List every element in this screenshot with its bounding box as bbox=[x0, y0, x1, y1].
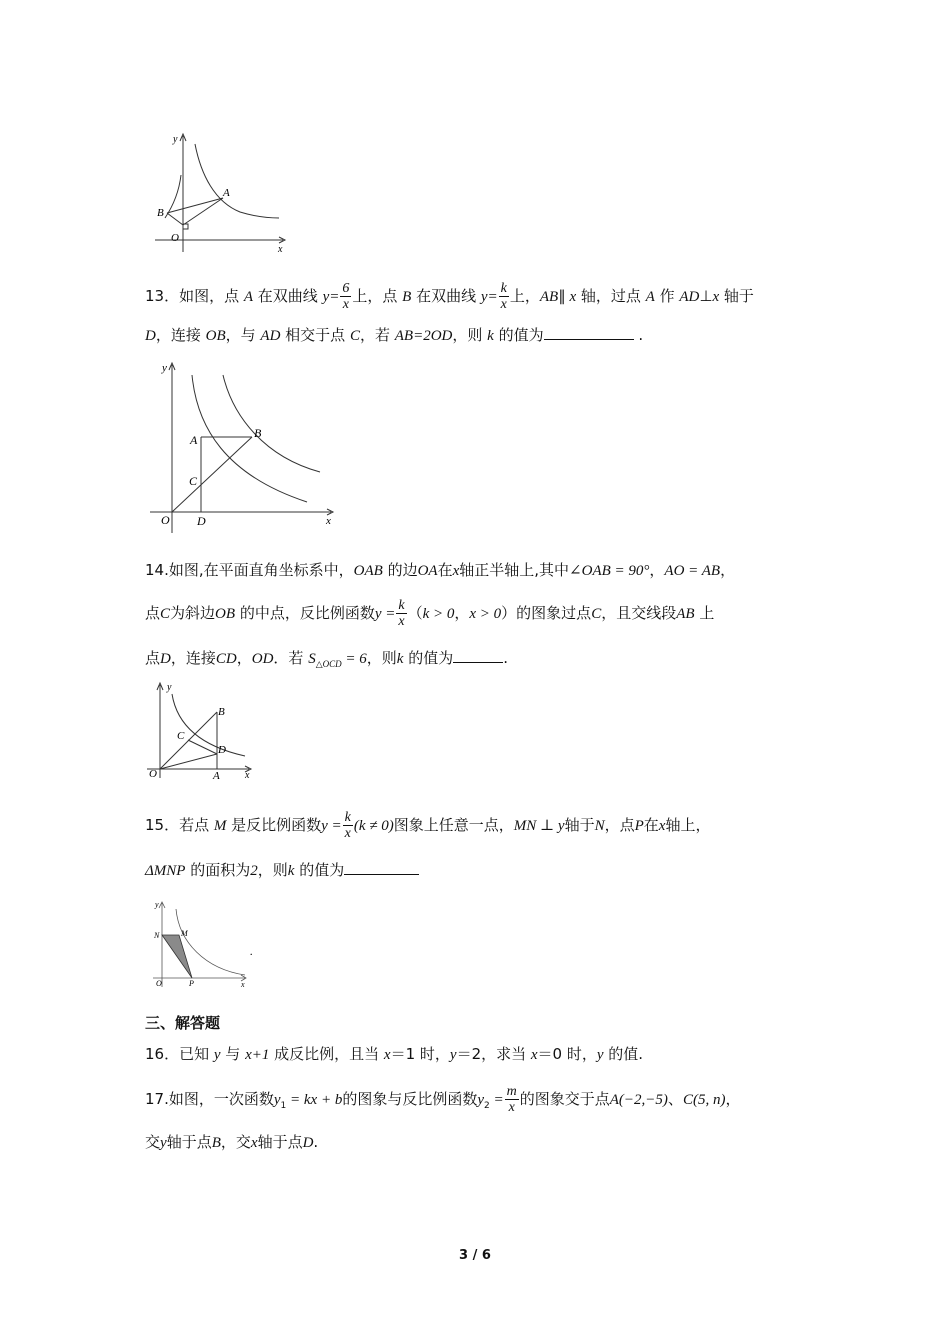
label-O: O bbox=[156, 979, 162, 988]
label-B: B bbox=[157, 207, 164, 219]
section-heading: 三、解答题 bbox=[145, 1014, 221, 1032]
figure-q14 bbox=[145, 680, 260, 780]
q14-line2: 点C为斜边OB 的中点，反比例函数y = $\frac{k}{x}$ （k > 0，x > 0）的图象过点C，且交线段AB 上 bbox=[145, 598, 715, 629]
label-B: B bbox=[218, 706, 225, 718]
figure-q12 bbox=[145, 130, 295, 255]
q17-line2: 交y轴于点B，交x轴于点D. bbox=[145, 1133, 319, 1151]
label-N: N bbox=[154, 931, 160, 940]
fraction-k-over-x: $\frac{k}{x}$ bbox=[398, 598, 405, 629]
label-y: y bbox=[162, 362, 167, 374]
label-x: x bbox=[278, 244, 283, 255]
q14-line3: 点D，连接CD，OD．若 $S_{\triangle OCD} = 6$，则k 的值为 . bbox=[145, 649, 508, 669]
label-B: B bbox=[254, 426, 262, 440]
figure-q15 bbox=[145, 897, 270, 989]
label-C: C bbox=[177, 730, 185, 742]
trailing-dot: . bbox=[250, 944, 253, 958]
label-C: C bbox=[189, 474, 198, 488]
answer-blank[interactable] bbox=[344, 860, 419, 875]
fraction-k-over-x: $\frac{k}{x}$ bbox=[344, 810, 351, 841]
answer-blank[interactable] bbox=[544, 325, 634, 340]
q13-line2: D，连接 OB，与 AD 相交于点 C，若 AB=2OD，则 k 的值为 . bbox=[145, 326, 644, 344]
q17-line1: 17.如图，一次函数$y_1$ = kx + b的图象与反比例函数$y_2$ = $\frac{m}{x}$ 的图象交于点A(−2,−5)、C(5, n)， bbox=[145, 1084, 741, 1115]
answer-blank[interactable] bbox=[453, 648, 503, 663]
label-x: x bbox=[245, 770, 250, 780]
page-number: 3 / 6 bbox=[459, 1248, 491, 1263]
label-y: y bbox=[173, 134, 178, 145]
label-A: A bbox=[213, 770, 220, 780]
label-O: O bbox=[161, 513, 170, 527]
label-O: O bbox=[149, 768, 157, 780]
q16-line: 16．已知 y 与 x+1 成反比例，且当 x＝1 时，y＝2，求当 x＝0 时，y 的值. bbox=[145, 1045, 644, 1063]
label-D: D bbox=[197, 514, 206, 528]
q13-line1: 13．如图，点 A 在双曲线 y= $\frac{6}{x}$ 上，点 B 在双曲线 y= $\frac{k}{x}$ 上，AB∥ x 轴，过点 A 作 AD⊥x 轴于 bbox=[145, 281, 754, 312]
label-D: D bbox=[218, 744, 226, 756]
label-A: A bbox=[223, 187, 230, 199]
label-x: x bbox=[241, 980, 245, 989]
fraction-m-over-x: $\frac{m}{x}$ bbox=[506, 1084, 517, 1115]
label-y: y bbox=[155, 900, 159, 909]
label-P: P bbox=[189, 979, 194, 988]
label-x: x bbox=[326, 515, 331, 527]
q15-line1: 15．若点 M 是反比例函数y = $\frac{k}{x}$ (k ≠ 0)图象上任意一点，MN ⊥ y轴于N，点P在x轴上， bbox=[145, 810, 711, 841]
q15-line2: ΔMNP 的面积为2，则k 的值为 bbox=[145, 860, 419, 881]
label-y: y bbox=[167, 682, 172, 693]
figure-q13 bbox=[145, 357, 345, 537]
label-M: M bbox=[181, 929, 188, 938]
label-O: O bbox=[171, 232, 179, 244]
fraction-6-over-x: $\frac{6}{x}$ bbox=[342, 281, 350, 312]
label-A: A bbox=[190, 433, 198, 447]
q14-line1: 14.如图,在平面直角坐标系中，OAB 的边OA在x轴正半轴上,其中∠OAB = 90°，AO = AB， bbox=[145, 561, 736, 579]
fraction-k-over-x: $\frac{k}{x}$ bbox=[500, 281, 507, 312]
